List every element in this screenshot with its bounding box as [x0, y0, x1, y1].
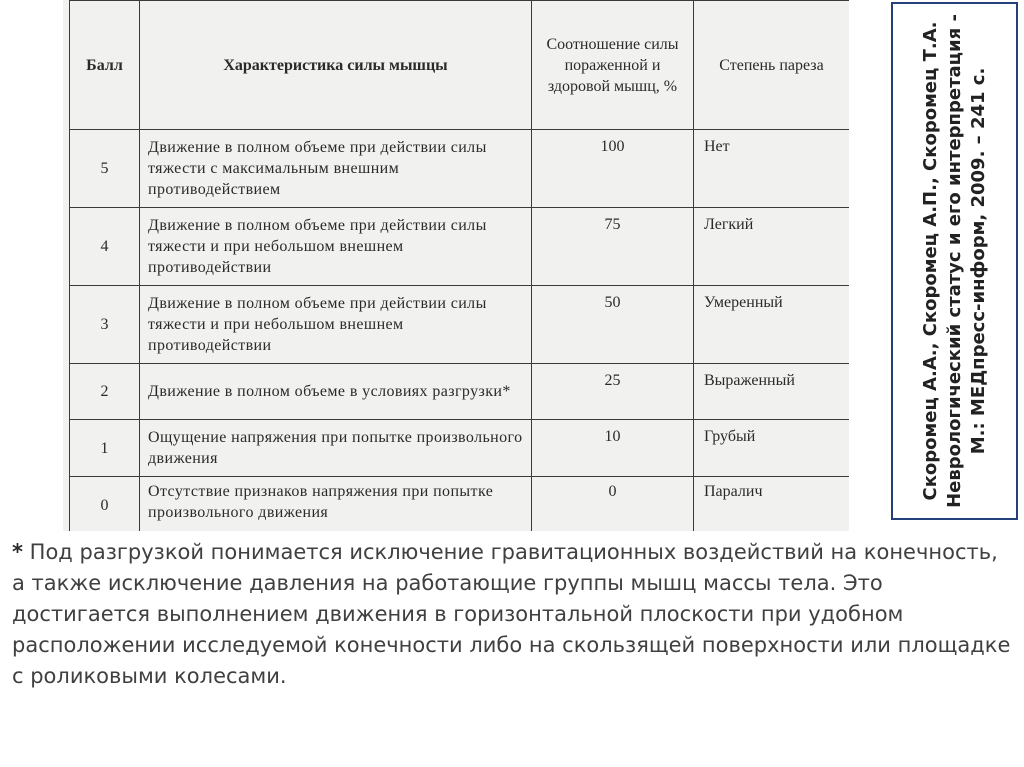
description-cell: Отсутствие признаков напряжения при попытке произвольного движения [140, 477, 532, 532]
description-cell: Движение в полном объеме в условиях разгрузки* [140, 364, 532, 420]
degree-cell: Выраженный [694, 364, 850, 420]
degree-cell: Нет [694, 130, 850, 208]
description-cell: Ощущение напряжения при попытке произвольного движения [140, 420, 532, 477]
ratio-cell: 0 [532, 477, 694, 532]
table-row [70, 208, 850, 286]
description-cell: Движение в полном объеме при действии силы тяжести и при небольшом внешнем противодействии [140, 208, 532, 286]
citation-text: Скоромец А.А., Скоромец А.П., Скоромец Т.А. Неврологический статус и его интерпретация - М.: МЕДпресс-информ, 2009. – 241 с. [919, 14, 989, 508]
header-description: Характеристика силы мышцы [140, 1, 532, 130]
table-row [70, 477, 850, 532]
ratio-cell: 100 [532, 130, 694, 208]
degree-cell: Паралич [694, 477, 850, 532]
table-row [70, 130, 850, 208]
ratio-cell: 25 [532, 364, 694, 420]
table-header-row [70, 1, 850, 130]
ratio-cell: 75 [532, 208, 694, 286]
score-cell: 4 [70, 208, 140, 286]
scanned-table-image [63, 0, 849, 531]
score-cell: 2 [70, 364, 140, 420]
ratio-cell: 50 [532, 286, 694, 364]
score-cell: 5 [70, 130, 140, 208]
table-row [70, 364, 850, 420]
score-cell: 0 [70, 477, 140, 532]
header-ratio: Соотношение силы пораженной и здоровой мышц, % [532, 1, 694, 130]
footnote-text: Под разгрузкой понимается исключение гравитационных воздействий на конечность, а также исключение давления на работающие группы мышц массы тела. Это достигается выполнением движения в горизонтальной плоскости при удобном расположении исследуемой конечности либо на скользящей поверхности или площадке с роликовыми колесами. [12, 540, 1011, 688]
description-cell: Движение в полном объеме при действии силы тяжести с максимальным внешним противодействием [140, 130, 532, 208]
degree-cell: Умеренный [694, 286, 850, 364]
table-row [70, 286, 850, 364]
description-cell: Движение в полном объеме при действии силы тяжести и при небольшом внешнем противодействии [140, 286, 532, 364]
muscle-strength-table [69, 0, 849, 531]
header-score: Балл [70, 1, 140, 130]
footnote [12, 537, 1017, 692]
table-row [70, 420, 850, 477]
header-degree: Степень пареза [694, 1, 850, 130]
score-cell: 3 [70, 286, 140, 364]
footnote-marker: * [12, 540, 23, 564]
score-cell: 1 [70, 420, 140, 477]
citation-box [891, 2, 1018, 520]
degree-cell: Легкий [694, 208, 850, 286]
degree-cell: Грубый [694, 420, 850, 477]
ratio-cell: 10 [532, 420, 694, 477]
